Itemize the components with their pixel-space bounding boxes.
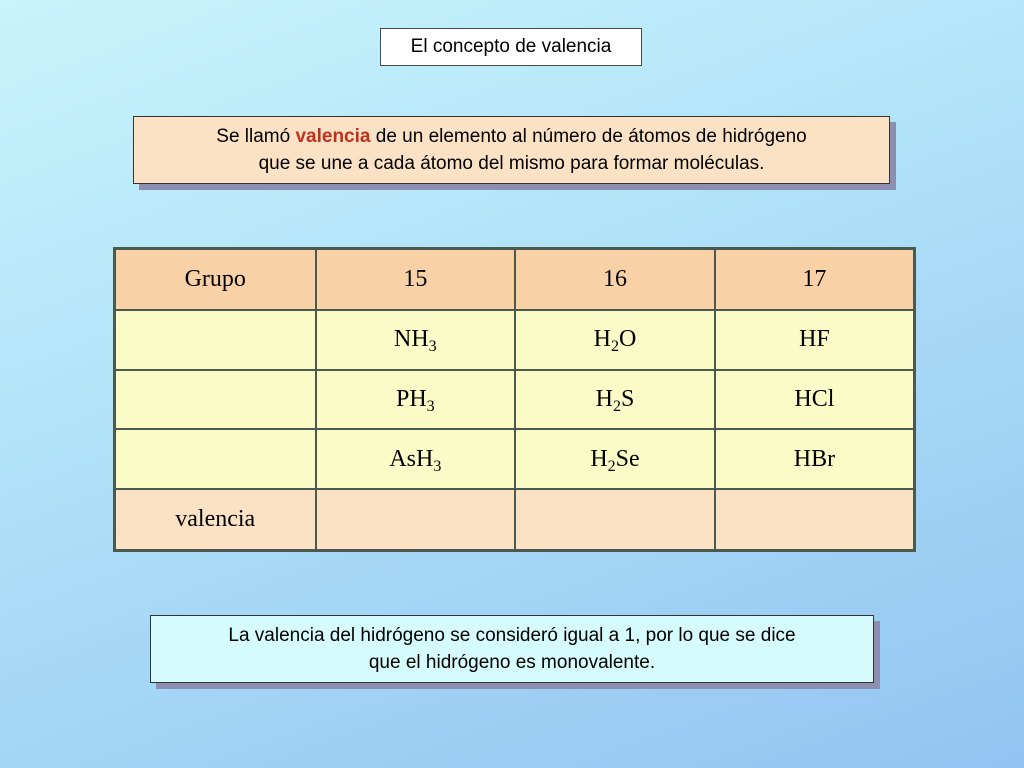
formula-cell: HF	[715, 310, 915, 370]
valence-label-cell: valencia	[115, 489, 316, 550]
formula-cell: HBr	[715, 429, 915, 489]
conclusion-box	[150, 615, 874, 683]
definition-highlight: valencia	[295, 126, 371, 147]
valence-cell	[515, 489, 715, 550]
table-footer-row	[115, 489, 915, 550]
table-row	[115, 429, 915, 489]
slide-title	[380, 28, 642, 66]
table-row	[115, 370, 915, 430]
formula-cell: HCl	[715, 370, 915, 430]
table-row	[115, 310, 915, 370]
definition-line-2: que se une a cada átomo del mismo para formar moléculas.	[258, 153, 765, 174]
table-header-row	[115, 249, 915, 310]
formula-cell: $PH_3$	[316, 370, 516, 430]
definition-line-1	[134, 123, 889, 150]
definition-box	[133, 116, 890, 184]
slide-title-text: El concepto de valencia	[410, 36, 612, 57]
valence-cell	[316, 489, 516, 550]
formula-cell: $NH_3$	[316, 310, 516, 370]
header-cell: Grupo	[115, 249, 316, 310]
row-label-cell	[115, 429, 316, 489]
row-label-cell	[115, 370, 316, 430]
valence-table	[113, 247, 916, 552]
conclusion-line-1: La valencia del hidrógeno se consideró igual a 1, por lo que se dice	[228, 625, 796, 646]
definition-prefix: Se llamó	[216, 126, 296, 147]
formula-cell: AsH$_3$	[316, 429, 516, 489]
conclusion-line-2: que el hidrógeno es monovalente.	[368, 652, 656, 673]
header-cell: 17	[715, 249, 915, 310]
header-cell: 16	[515, 249, 715, 310]
definition-rest: de un elemento al número de átomos de hidrógeno	[370, 126, 807, 147]
formula-cell: $H_2S$	[515, 370, 715, 430]
valence-cell	[715, 489, 915, 550]
header-cell: 15	[316, 249, 516, 310]
row-label-cell	[115, 310, 316, 370]
formula-cell: $H_2O$	[515, 310, 715, 370]
formula-cell: $H_2Se$	[515, 429, 715, 489]
